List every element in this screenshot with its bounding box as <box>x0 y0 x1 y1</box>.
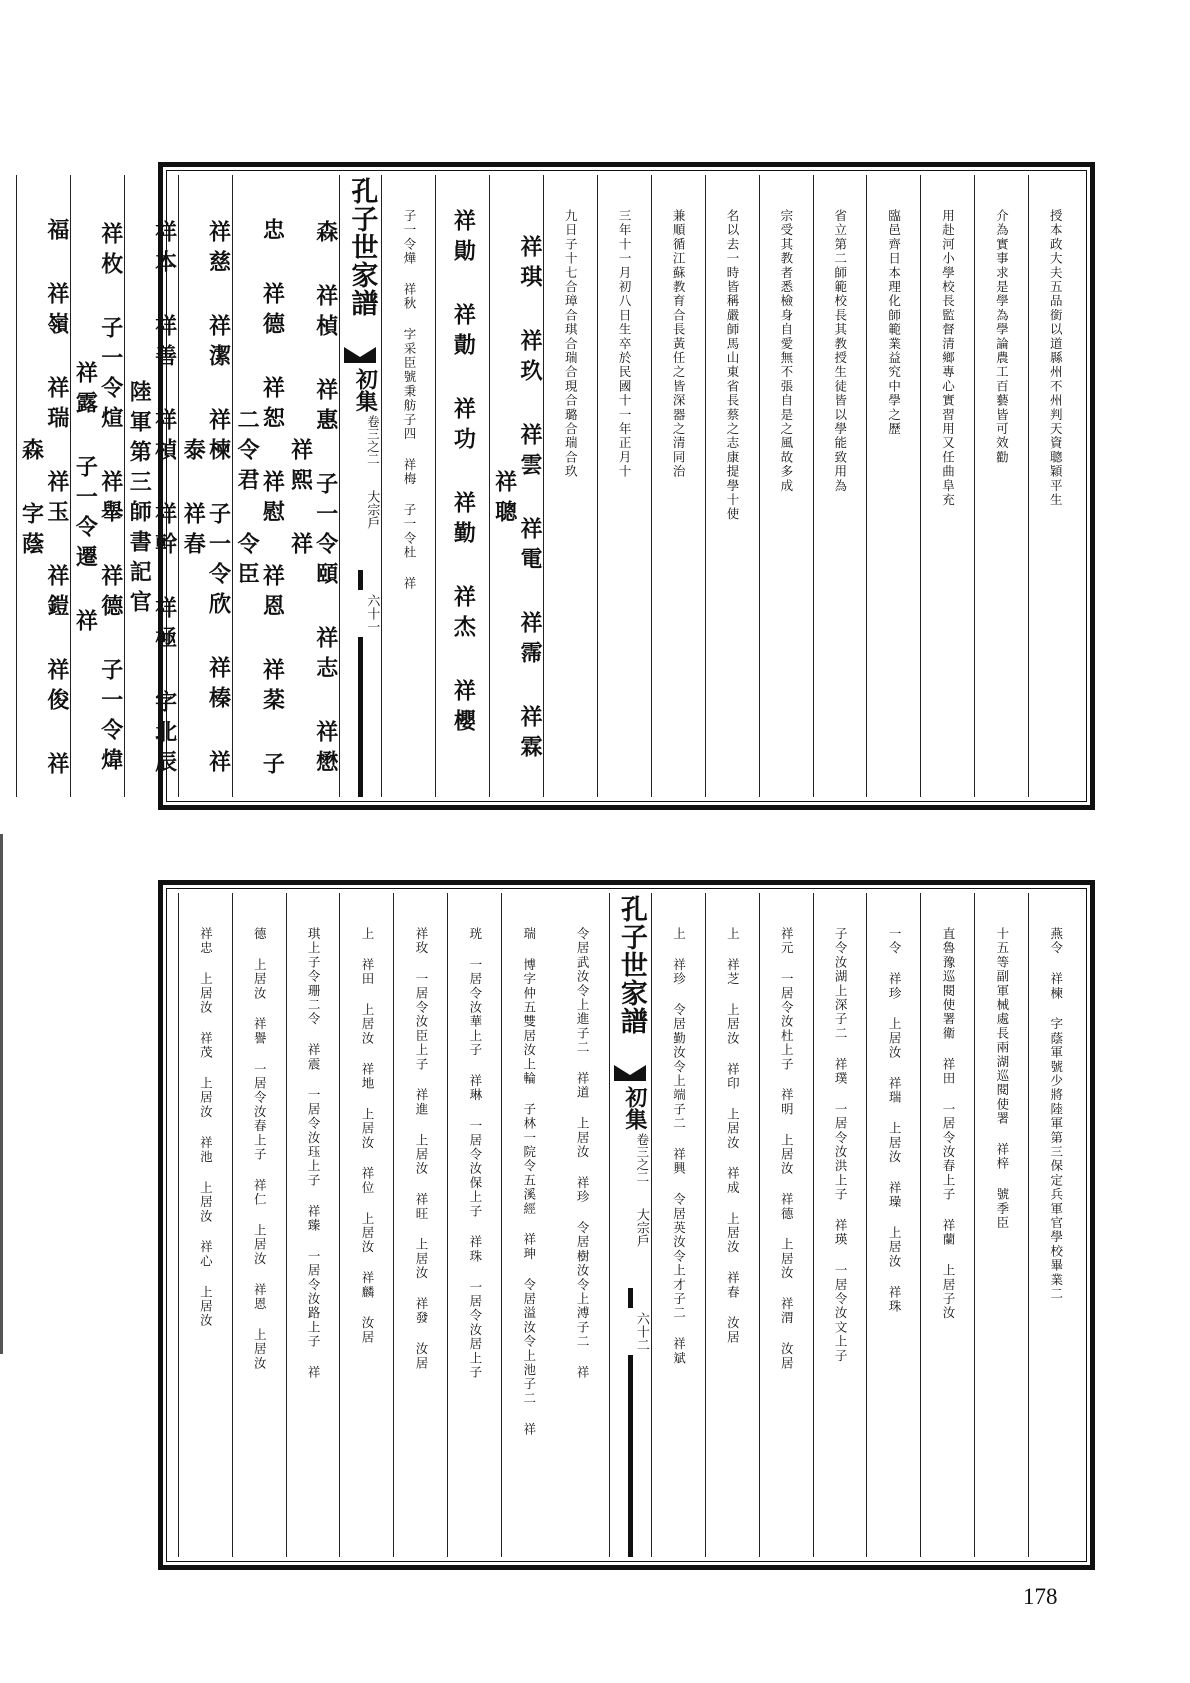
text-column <box>16 175 70 797</box>
column-text: 珖 一居令汝華上子 祥琳 一居令汝保上子 祥珠 一居令汝居上子 <box>467 927 483 1380</box>
page-number: 178 <box>1023 1584 1058 1609</box>
collection-label: 初集 <box>621 1086 648 1130</box>
text-column <box>974 175 1028 797</box>
text-columns <box>171 893 1082 1557</box>
volume-label: 卷三之二 <box>365 415 381 465</box>
column-text: 三年十一月初八日生卒於民國十一年正月十 <box>617 209 633 479</box>
text-column <box>286 893 340 1557</box>
column-text: 祥本 祥善 祥楨 祥幹 祥極 字北辰陸軍第三師書記官 <box>126 220 178 780</box>
column-text: 直魯豫巡閱使署衛 祥田 一居令汝春上子 祥蘭 上居子汝 <box>940 927 956 1321</box>
text-column <box>1028 175 1082 797</box>
collection-label: 初集 <box>352 368 379 412</box>
genealogy-page-61 <box>18 162 1095 810</box>
text-column <box>286 175 340 797</box>
text-column <box>651 893 705 1557</box>
column-text: 祥琪 祥玖 祥雲 祥電 祥霈 祥霖 祥聰 <box>491 235 543 765</box>
branch-label: 大宗戶 <box>633 1208 649 1247</box>
text-column <box>178 893 232 1557</box>
text-columns <box>18 175 1082 797</box>
column-text: 琪上子令珊二令 祥震 一居令汝珏上子 祥臻 一居令汝路上子 祥 <box>306 927 322 1380</box>
column-text: 祥慈 祥潔 祥楝 子一令欣 祥榛 祥泰 祥春 <box>180 220 232 780</box>
text-column <box>124 175 178 797</box>
text-column <box>232 893 286 1557</box>
column-text: 用赴河小學校長監督清鄉專心實習用又任曲阜充 <box>940 209 956 508</box>
column-text: 上 祥田 上居汝 祥地 上居汝 祥位 上居汝 祥麟 汝居 <box>360 927 376 1345</box>
text-column <box>232 175 286 797</box>
column-text: 九日子十七合璋合琪合瑞合現合璐合瑞合玖 <box>563 209 579 479</box>
text-column <box>866 893 920 1557</box>
column-text: 上 祥珍 令居勤汝令上端子二 祥興 令居英汝令上才子二 祥斌 <box>671 927 687 1366</box>
text-column <box>543 175 597 797</box>
column-text: 祥元 一居令汝杜上子 祥明 上居汝 祥德 上居汝 祥渭 汝居 <box>779 927 795 1371</box>
column-text: 祥玫 一居令汝臣上子 祥進 上居汝 祥旺 上居汝 祥發 汝居 <box>413 927 429 1371</box>
branch-label: 大宗戶 <box>364 490 380 529</box>
text-column <box>974 893 1028 1557</box>
column-text: 忠 祥德 祥恕 祥慰 祥恩 祥棻 子二令君 令臣 <box>234 218 286 782</box>
text-column <box>759 175 813 797</box>
leaf-number: 六十二 <box>610 1308 651 1355</box>
text-column <box>813 175 867 797</box>
text-column <box>435 175 489 797</box>
column-text: 授本政大夫五品銜以道縣州不州判天資聰穎平生 <box>1048 209 1064 508</box>
text-column <box>920 175 974 797</box>
column-text: 祥忠 上居汝 祥茂 上居汝 祥池 上居汝 祥心 上居汝 <box>198 927 214 1328</box>
text-column <box>501 893 555 1557</box>
column-text: 臨邑齊日本理化師範業益究中學之歷 <box>886 209 902 437</box>
column-text: 福 祥嶺 祥瑞 祥玉 祥鎧 祥俊 祥森 字蔭 <box>18 218 70 782</box>
leaf-number: 六十一 <box>340 590 381 637</box>
column-text: 祥枚 子一令煊 祥舉 祥德 子一令煒 祥露 子一令遷 祥 <box>72 222 124 778</box>
fish-tail-mark-icon <box>344 347 376 363</box>
column-text: 令居武汝令上進子二 祥道 上居汝 祥珍 令居樹汝令上溥子二 祥 <box>575 927 591 1380</box>
text-column <box>555 893 609 1557</box>
text-column <box>651 175 705 797</box>
text-column <box>339 893 393 1557</box>
text-column <box>759 893 813 1557</box>
column-text: 介為實事求是學為學論農工百藝皆可效勸 <box>994 209 1010 465</box>
column-text: 名以去一時皆稱嚴師馬山東省長蔡之志康提學十使 <box>724 209 740 522</box>
text-column <box>597 175 651 797</box>
fish-tail-mark-icon <box>614 1065 646 1081</box>
text-column <box>447 893 501 1557</box>
genealogy-page-62 <box>158 880 1095 1570</box>
text-column <box>489 175 543 797</box>
text-column <box>393 893 447 1557</box>
column-text: 德 上居汝 祥譽 一居令汝春上子 祥仁 上居汝 祥恩 上居汝 <box>252 927 268 1371</box>
text-column <box>920 893 974 1557</box>
text-column <box>70 175 124 797</box>
column-text: 省立第二師範校長其教授生徒皆以學能致用為 <box>832 209 848 493</box>
book-title: 孔子世家譜 <box>615 895 647 1035</box>
text-column <box>0 175 16 797</box>
book-title: 孔子世家譜 <box>346 177 378 317</box>
column-text: 上 祥芝 上居汝 祥印 上居汝 祥成 上居汝 祥春 汝居 <box>725 927 741 1345</box>
text-column <box>705 175 759 797</box>
center-spine <box>339 175 381 797</box>
text-column <box>381 175 435 797</box>
column-text: 子一令燁 祥秋 字采臣號秉舫子四 祥梅 子一令杜 祥 <box>402 209 418 591</box>
text-column <box>866 175 920 797</box>
column-text: 宗受其教者悉檢身自愛無不張自是之風故多成 <box>778 209 794 493</box>
text-column <box>705 893 759 1557</box>
column-text: 兼順循江蘇教育合長黃任之皆深器之清同治 <box>671 209 687 479</box>
center-spine <box>609 893 651 1557</box>
column-text: 瑞 博字仲五雙居汝上輪 子林一院令五溪經 祥珅 令居溢汝令上池子二 祥 <box>521 927 537 1437</box>
column-text: 森 祥楨 祥惠 子一令頤 祥志 祥懋 祥熙 祥 <box>287 220 339 780</box>
text-column <box>813 893 867 1557</box>
text-column <box>1028 893 1082 1557</box>
text-column <box>178 175 232 797</box>
scan-edge-mark <box>0 834 3 1354</box>
column-text: 祥勛 祥勣 祥功 祥勤 祥杰 祥櫻 <box>450 209 477 739</box>
column-text: 子令汝湖上深子二 祥璞 一居令汝洪上子 祥瑛 一居令汝文上子 <box>833 927 849 1363</box>
column-text: 十五等副軍械處長兩湖巡閱使署 祥梓 號季臣 <box>994 927 1010 1231</box>
column-text: 燕令 祥楝 字蔭軍號少將陸軍第三保定兵軍官學校畢業二 <box>1048 927 1064 1302</box>
volume-label: 卷三之二 <box>634 1133 650 1183</box>
column-text: 一令 祥珍 上居汝 祥瑞 上居汝 祥璪 上居汝 祥珠 <box>887 927 903 1314</box>
